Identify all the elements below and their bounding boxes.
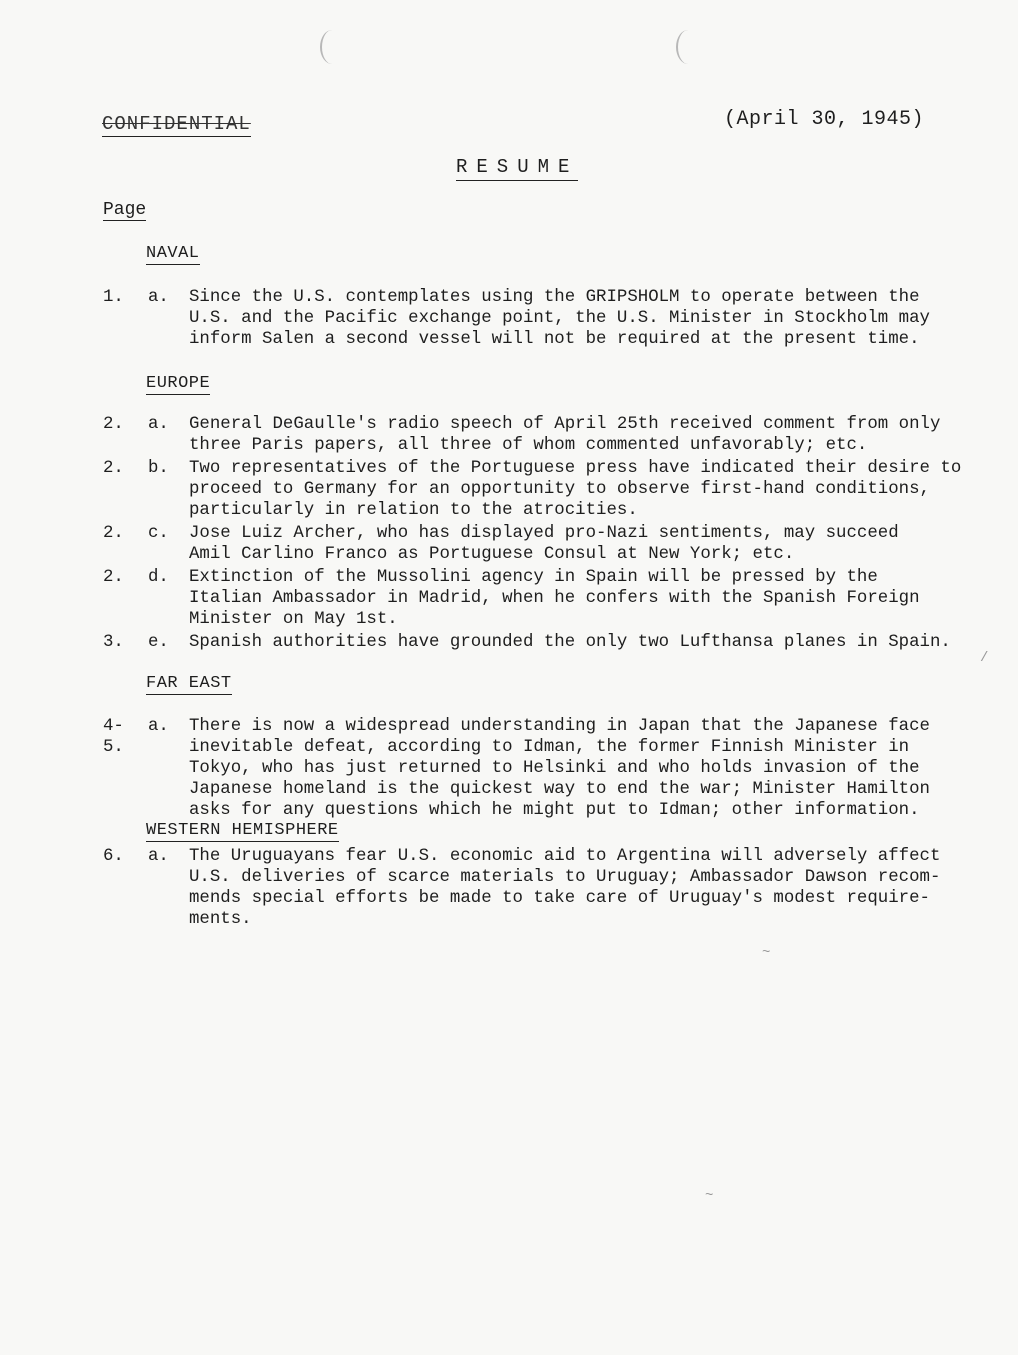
punch-hole-mark xyxy=(676,30,700,64)
item-text: General DeGaulle's radio speech of April 25th received comment from only three Paris papers, all three of whom commented unfavorably; etc. xyxy=(189,415,941,455)
item-page-number: 3. xyxy=(103,633,124,652)
item-text: The Uruguayans fear U.S. economic aid to Argentina will adversely affect U.S. deliveries of scarce materials to Uruguay; Ambassador Dawson recom- mends special efforts be made to take care of Uruguay's modest require- ments. xyxy=(189,847,941,929)
item-page-number: 2. xyxy=(103,415,124,434)
item-text: There is now a widespread understanding in Japan that the Japanese face inevitable defeat, according to Idman, the former Finnish Minister in Tokyo, who has just returned to Helsinki and who holds invasion of the Japanese homeland is the quickest way to end the war; Minister Hamilton asks for any questions which he might put to Idman; other information. xyxy=(189,717,930,820)
punch-hole-mark xyxy=(320,30,344,64)
item-text: Extinction of the Mussolini agency in Spain will be pressed by the Italian Ambassador in Madrid, when he confers with the Spanish Foreign Minister on May 1st. xyxy=(189,568,920,629)
section-heading-europe: EUROPE xyxy=(146,374,211,393)
stray-mark: ~ xyxy=(705,1188,714,1204)
item-page-number: 2. xyxy=(103,568,124,587)
item-letter: a. xyxy=(148,847,169,866)
item-page-number: 2. xyxy=(103,524,124,543)
classification-stamp: CONFIDENTIAL xyxy=(102,113,251,135)
section-heading-far-east: FAR EAST xyxy=(146,674,232,693)
item-page-number: 4- 5. xyxy=(103,717,124,757)
stray-mark: / xyxy=(980,650,989,666)
page-column-label: Page xyxy=(103,200,147,220)
item-letter: a. xyxy=(148,717,169,736)
item-text: Spanish authorities have grounded the only two Lufthansa planes in Spain. xyxy=(189,633,951,652)
section-heading-naval: NAVAL xyxy=(146,244,200,263)
item-letter: d. xyxy=(148,568,169,587)
item-text: Since the U.S. contemplates using the GRIPSHOLM to operate between the U.S. and the Pacific exchange point, the U.S. Minister in Stockholm may inform Salen a second vessel will not be required at the present time. xyxy=(189,288,930,349)
item-letter: b. xyxy=(148,459,169,478)
item-text: Jose Luiz Archer, who has displayed pro-Nazi sentiments, may succeed Amil Carlino Franco as Portuguese Consul at New York; etc. xyxy=(189,524,899,564)
item-page-number: 6. xyxy=(103,847,124,866)
item-letter: a. xyxy=(148,415,169,434)
item-text: Two representatives of the Portuguese press have indicated their desire to proceed to Germany for an opportunity to observe first-hand conditions, particularly in relation to the atrocities. xyxy=(189,459,962,520)
item-page-number: 2. xyxy=(103,459,124,478)
section-heading-western-hemisphere: WESTERN HEMISPHERE xyxy=(146,821,339,840)
item-page-number: 1. xyxy=(103,288,124,307)
stray-mark: ~ xyxy=(762,945,771,961)
item-letter: c. xyxy=(148,524,169,543)
document-date: (April 30, 1945) xyxy=(724,108,925,131)
item-letter: e. xyxy=(148,633,169,652)
item-letter: a. xyxy=(148,288,169,307)
document-title: RESUME xyxy=(456,156,578,181)
